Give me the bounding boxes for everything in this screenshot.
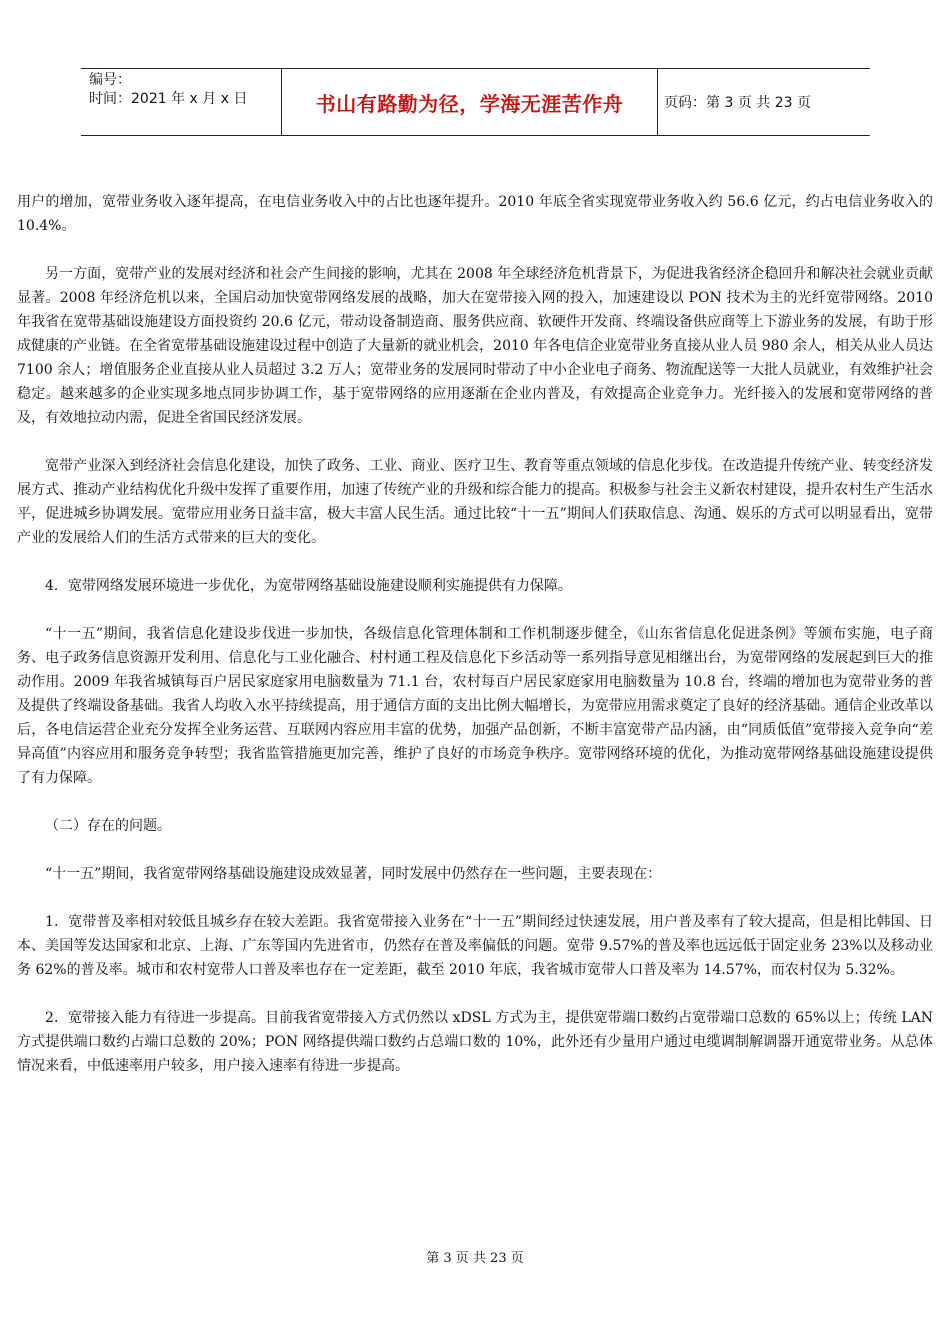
paragraph: 另一方面，宽带产业的发展对经济和社会产生间接的影响，尤其在 2008 年全球经济危机背景下，为促进我省经济企稳回升和解决社会就业贡献显著。2008 年经济危机以来，全国启动加快宽带网络发展的战略，加大在宽带接入网的投入，加速建设以 PON 技术为主的光纤宽带网络。2010 年我省在宽带基础设施建设方面投资约 20.6 亿元，带动设备制造商、服务供应商、软硬件开发商、终端设备供应商等上下游业务的发展，有助于形成健康的产业链。在全省宽带基础设施建设过程中创造了大量新的就业机会，2010 年各电信企业宽带业务直接从业人员 980 余人，相关从业人员达 7100 余人；增值服务企业直接从业人员超过 3.2 万人；宽带业务的发展同时带动了中小企业电子商务、物流配送等一大批人员就业，有效维护社会稳定。越来越多的企业实现多地点同步协调工作，基于宽带网络的应用逐渐在企业内普及，有效提高企业竞争力。光纤接入的发展和宽带网络的普及，有效地拉动内需，促进全省国民经济发展。 [17,266,933,426]
paragraph: “十一五”期间，我省宽带网络基础设施建设成效显著，同时发展中仍然存在一些问题，主要表现在： [45,866,662,882]
page-footer: 第 3 页 共 23 页 [426,1251,524,1266]
document-body [17,190,933,1102]
page-header [81,68,870,136]
header-meta [81,69,282,135]
document-date-label: 时间：2021 年 x 月 x 日 [89,91,248,107]
section-heading: （二）存在的问题。 [45,818,171,834]
section-item-heading: 4．宽带网络发展环境进一步优化，为宽带网络基础设施建设顺利实施提供有力保障。 [45,578,572,594]
paragraph: 1．宽带普及率相对较低且城乡存在较大差距。我省宽带接入业务在“十一五”期间经过快速发展，用户普及率有了较大提高，但是相比韩国、日本、美国等发达国家和北京、上海、广东等国内先进省市，仍然存在普及率偏低的问题。宽带 9.57%的普及率也远远低于固定业务 23%以及移动业务 62%的普及率。城市和农村宽带人口普及率也存在一定差距，截至 2010 年底，我省城市宽带人口普及率为 14.57%，而农村仅为 5.32%。 [17,914,933,978]
paragraph: 用户的增加，宽带业务收入逐年提高，在电信业务收入中的占比也逐年提升。2010 年底全省实现宽带业务收入约 56.6 亿元，约占电信业务收入的 10.4%。 [17,194,933,234]
paragraph: 宽带产业深入到经济社会信息化建设，加快了政务、工业、商业、医疗卫生、教育等重点领域的信息化步伐。在改造提升传统产业、转变经济发展方式、推动产业结构优化升级中发挥了重要作用，加速了传统产业的升级和综合能力的提高。积极参与社会主义新农村建设，提升农村生产生活水平，促进城乡协调发展。宽带应用业务日益丰富，极大丰富人民生活。通过比较“十一五”期间人们获取信息、沟通、娱乐的方式可以明显看出，宽带产业的发展给人们的生活方式带来的巨大的变化。 [17,458,933,546]
paragraph: 2．宽带接入能力有待进一步提高。目前我省宽带接入方式仍然以 xDSL 方式为主，提供宽带端口数约占宽带端口总数的 65%以上；传统 LAN 方式提供端口数约占端口总数的 20%；PON 网络提供端口数约占总端口数的 10%，此外还有少量用户通过电缆调制解调器开通宽带业务。从总体情况来看，中低速率用户较多，用户接入速率有待进一步提高。 [17,1010,933,1074]
paragraph: “十一五”期间，我省信息化建设步伐进一步加快，各级信息化管理体制和工作机制逐步健全，《山东省信息化促进条例》等颁布实施，电子商务、电子政务信息资源开发利用、信息化与工业化融合、村村通工程及信息化下乡活动等一系列指导意见相继出台，为宽带网络的发展起到巨大的推动作用。2009 年我省城镇每百户居民家庭家用电脑数量为 71.1 台，农村每百户居民家庭家用电脑数量为 10.8 台，终端的增加也为宽带业务的普及提供了终端设备基础。我省人均收入水平持续提高，用于通信方面的支出比例大幅增长，为宽带应用需求奠定了良好的经济基础。通信企业改革以后，各电信运营企业充分发挥全业务运营、互联网内容应用丰富的优势，加强产品创新，不断丰富宽带产品内涵，由“同质低值”宽带接入竞争向“差异高值”内容应用和服务竞争转型；我省监管措施更加完善，维护了良好的市场竞争秩序。宽带网络环境的优化，为推动宽带网络基础设施建设提供了有力保障。 [17,626,933,786]
header-motto: 书山有路勤为径，学海无涯苦作舟 [282,69,658,135]
header-page-info: 页码：第 3 页 共 23 页 [664,95,811,111]
document-number-label: 编号： [89,72,131,88]
